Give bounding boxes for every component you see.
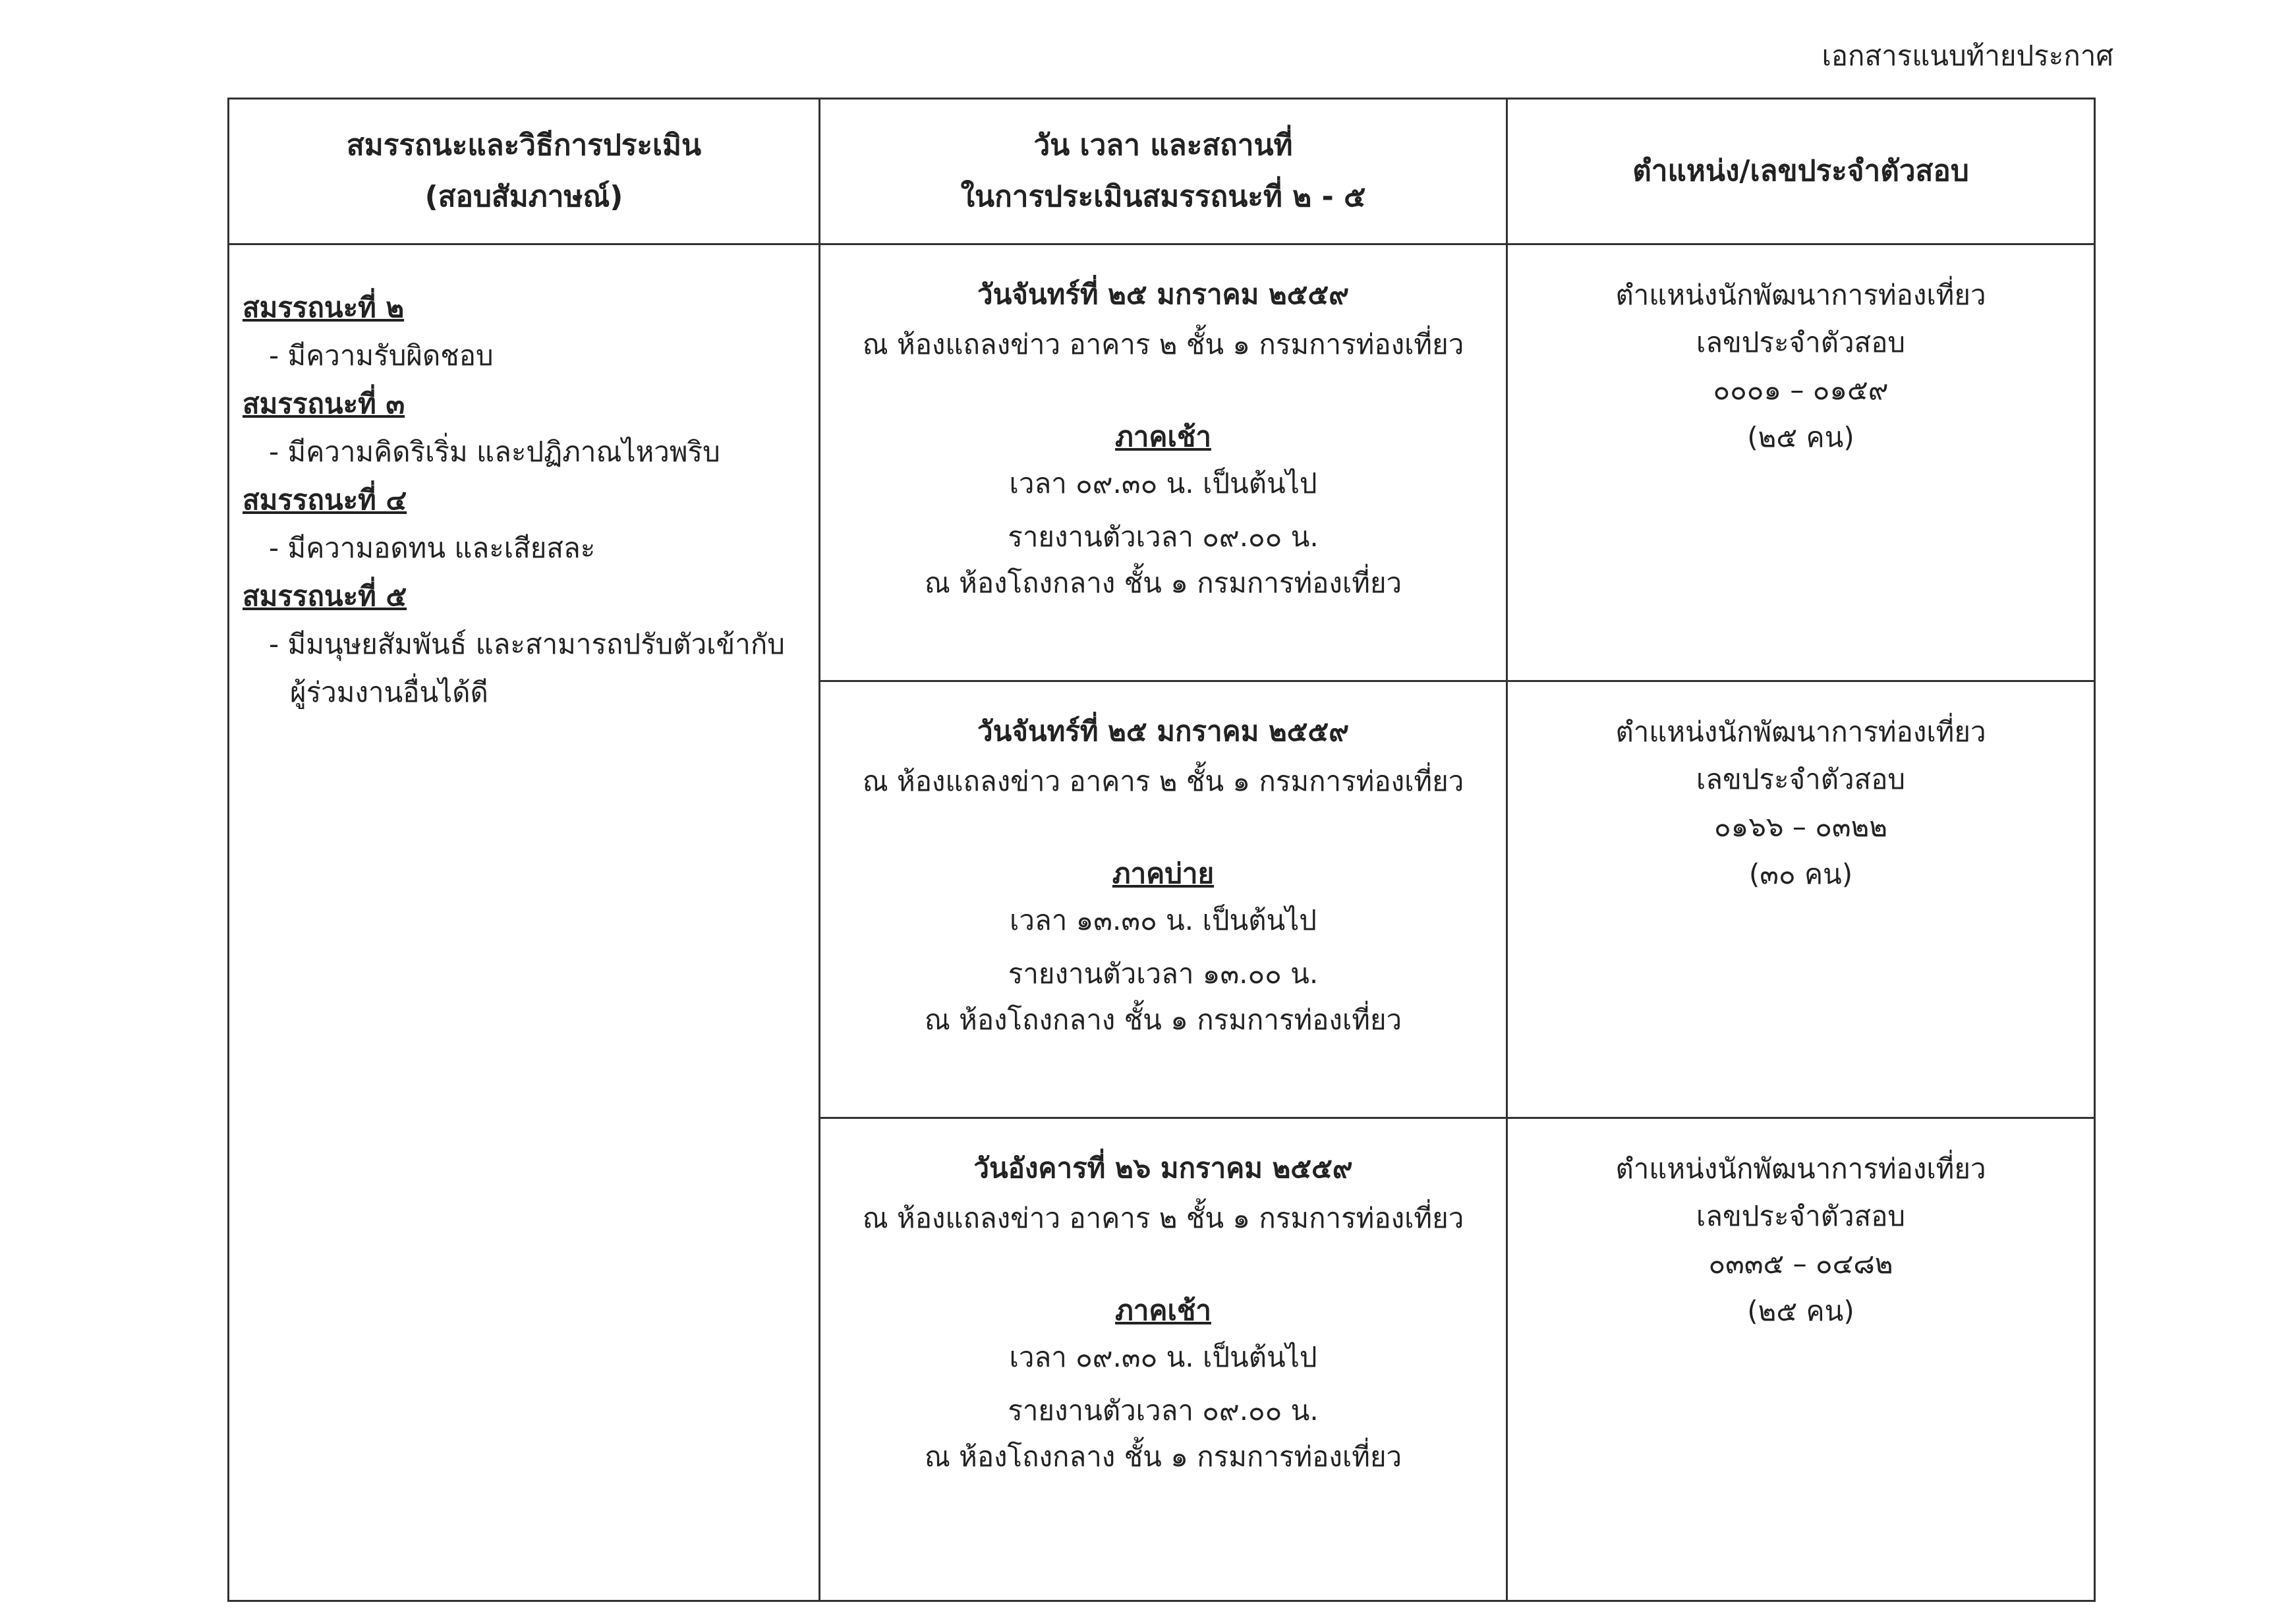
session-place: ณ ห้องแถลงข่าว อาคาร ๒ ชั้น ๑ กรมการท่องเที่ยว <box>862 765 1464 797</box>
competency-title: สมรรถนะที่ ๕ <box>243 580 407 612</box>
position-id-label: เลขประจำตัวสอบ <box>1696 763 1906 795</box>
session-schedule-cell <box>820 681 1507 1118</box>
session-report-place: ณ ห้องโถงกลาง ชั้น ๑ กรมการท่องเที่ยว <box>924 1004 1402 1036</box>
header-schedule-line1: วัน เวลา และสถานที่ <box>1033 128 1293 162</box>
session-place: ณ ห้องแถลงข่าว อาคาร ๒ ชั้น ๑ กรมการท่องเที่ยว <box>862 1202 1464 1234</box>
competency-item-continued: ผู้ร่วมงานอื่นได้ดี <box>290 676 488 708</box>
session-date: วันจันทร์ที่ ๒๕ มกราคม ๒๕๕๙ <box>977 278 1349 310</box>
session-date: วันอังคารที่ ๒๖ มกราคม ๒๕๕๙ <box>973 1152 1353 1184</box>
session-schedule-cell <box>820 1118 1507 1601</box>
competency-item: - มีมนุษยสัมพันธ์ และสามารถปรับตัวเข้ากับ <box>269 628 785 660</box>
position-title: ตำแหน่งนักพัฒนาการท่องเที่ยว <box>1615 279 1986 311</box>
position-count: (๓๐ คน) <box>1748 858 1853 890</box>
session-position-cell <box>1507 1118 2095 1601</box>
header-competency-line1: สมรรถนะและวิธีการประเมิน <box>346 128 702 162</box>
session-report-time: รายงานตัวเวลา ๐๙.๐๐ น. <box>1008 1394 1319 1427</box>
competency-title: สมรรถนะที่ ๔ <box>243 484 407 516</box>
document-header-note: เอกสารแนบท้ายประกาศ <box>1822 40 2113 72</box>
header-competency-line2: (สอบสัมภาษณ์) <box>424 180 623 213</box>
table-header-row <box>229 99 2095 244</box>
competency-title: สมรรถนะที่ ๒ <box>243 291 405 324</box>
header-position <box>1507 99 2095 244</box>
session-report-place: ณ ห้องโถงกลาง ชั้น ๑ กรมการท่องเที่ยว <box>924 1440 1402 1473</box>
session-time: เวลา ๐๙.๓๐ น. เป็นต้นไป <box>1009 467 1317 499</box>
session-report-place: ณ ห้องโถงกลาง ชั้น ๑ กรมการท่องเที่ยว <box>924 567 1402 599</box>
position-title: ตำแหน่งนักพัฒนาการท่องเที่ยว <box>1615 716 1986 748</box>
competency-cell <box>229 244 820 1601</box>
session-place: ณ ห้องแถลงข่าว อาคาร ๒ ชั้น ๑ กรมการท่องเที่ยว <box>862 328 1464 360</box>
session-position-cell <box>1507 681 2095 1118</box>
session-period: ภาคเช้า <box>1115 420 1211 453</box>
session-time: เวลา ๑๓.๓๐ น. เป็นต้นไป <box>1010 904 1317 936</box>
competency-item: - มีความอดทน และเสียสละ <box>269 532 596 564</box>
header-schedule <box>820 99 1507 244</box>
session-position-cell <box>1507 244 2095 681</box>
schedule-table <box>227 98 2096 1602</box>
session-period: ภาคเช้า <box>1115 1294 1211 1326</box>
position-id-range: ๐๓๓๕ – ๐๔๘๒ <box>1708 1247 1893 1280</box>
competency-title: สมรรถนะที่ ๓ <box>243 387 405 420</box>
header-competency <box>229 99 820 244</box>
position-id-label: เลขประจำตัวสอบ <box>1696 1200 1906 1232</box>
session-report-time: รายงานตัวเวลา ๐๙.๐๐ น. <box>1008 521 1319 553</box>
position-id-range: ๐๐๐๑ – ๐๑๕๙ <box>1713 374 1889 406</box>
position-title: ตำแหน่งนักพัฒนาการท่องเที่ยว <box>1615 1152 1986 1185</box>
position-id-range: ๐๑๖๖ – ๐๓๒๒ <box>1713 810 1888 843</box>
session-period: ภาคบ่าย <box>1112 857 1215 890</box>
position-count: (๒๕ คน) <box>1747 421 1854 453</box>
session-row <box>229 244 2095 681</box>
header-schedule-line2: ในการประเมินสมรรถนะที่ ๒ - ๕ <box>960 180 1366 213</box>
competency-item: - มีความคิดริเริ่ม และปฏิภาณไหวพริบ <box>269 436 720 468</box>
session-date: วันจันทร์ที่ ๒๕ มกราคม ๒๕๕๙ <box>977 715 1349 747</box>
header-position-line1: ตำแหน่ง/เลขประจำตัวสอบ <box>1632 154 1969 188</box>
position-id-label: เลขประจำตัวสอบ <box>1696 326 1906 358</box>
session-schedule-cell <box>820 244 1507 681</box>
session-report-time: รายงานตัวเวลา ๑๓.๐๐ น. <box>1008 957 1319 990</box>
competency-item: - มีความรับผิดชอบ <box>269 339 494 372</box>
session-time: เวลา ๐๙.๓๐ น. เป็นต้นไป <box>1009 1341 1317 1373</box>
position-count: (๒๕ คน) <box>1747 1295 1854 1327</box>
